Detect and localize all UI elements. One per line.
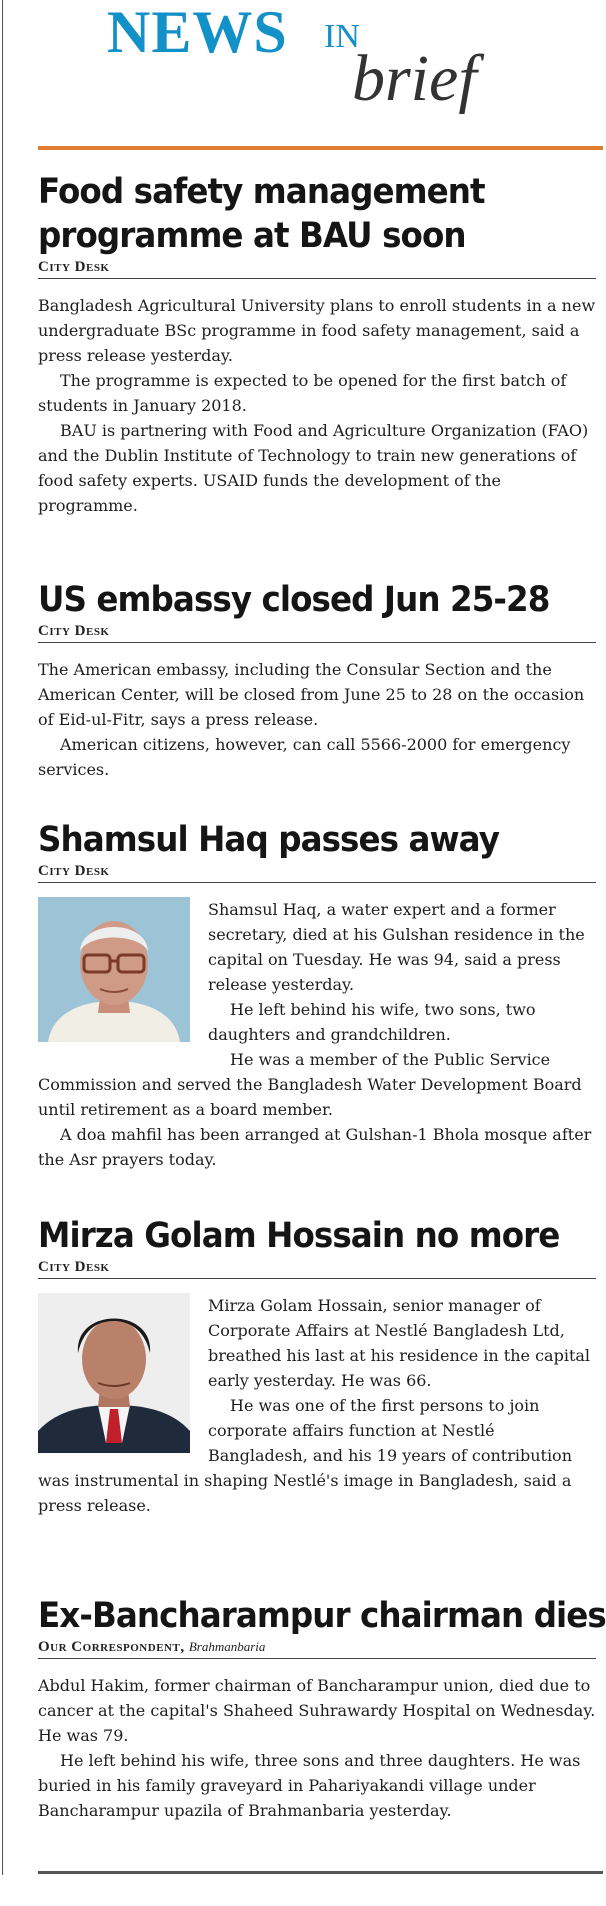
byline: City Desk bbox=[38, 862, 596, 883]
left-column-rule bbox=[2, 0, 3, 1875]
headline-line-1: Food safety management bbox=[38, 172, 485, 212]
article-body bbox=[38, 1293, 596, 1518]
masthead-divider bbox=[38, 146, 603, 150]
portrait-photo bbox=[38, 1293, 190, 1453]
headline: US embassy closed Jun 25-28 bbox=[38, 580, 550, 620]
article-mirza-golam-hossain bbox=[38, 1214, 596, 1518]
byline: City Desk bbox=[38, 1258, 596, 1279]
article-shamsul-haq bbox=[38, 818, 596, 1172]
byline: City Desk bbox=[38, 622, 596, 643]
paragraph: The American embassy, including the Consular Section and the American Center, will be closed from June 25 to 28 on the occasion of Eid-ul-Fitr, says a press release. bbox=[38, 660, 585, 729]
masthead-brief: brief bbox=[352, 42, 477, 115]
byline-author: Our Correspondent, bbox=[38, 1639, 185, 1655]
paragraph: He left behind his wife, three sons and three daughters. He was buried in his family graveyard in Pahariyakandi village under Bancharampur upazila of Brahmanbaria yesterday. bbox=[38, 1751, 581, 1820]
article-body bbox=[38, 293, 596, 518]
paragraph: Mirza Golam Hossain, senior manager of Corporate Affairs at Nestlé Bangladesh Ltd, breathed his last at his residence in the capital early yesterday. He was 66. bbox=[208, 1296, 591, 1390]
masthead-news: NEWS bbox=[107, 0, 288, 65]
headline: Ex-Bancharampur chairman dies bbox=[38, 1596, 606, 1636]
article-body bbox=[38, 1673, 596, 1823]
paragraph: He left behind his wife, two sons, two daughters and grandchildren. bbox=[208, 1000, 536, 1044]
paragraph: He was one of the first persons to join corporate affairs function at Nestlé Bangladesh, and his 19 years of contribution was instrumental in shaping Nestlé's image in Bangladesh, said a press release. bbox=[38, 1396, 572, 1515]
bottom-divider bbox=[38, 1871, 603, 1874]
paragraph: BAU is partnering with Food and Agriculture Organization (FAO) and the Dublin Institute of Technology to train new generations of food safety experts. USAID funds the development of the programme. bbox=[38, 421, 589, 515]
paragraph: Shamsul Haq, a water expert and a former secretary, died at his Gulshan residence in the capital on Tuesday. He was 94, said a press release yesterday. bbox=[208, 900, 585, 994]
headline: Shamsul Haq passes away bbox=[38, 820, 500, 860]
paragraph: The programme is expected to be opened for the first batch of students in January 2018. bbox=[38, 371, 567, 415]
byline: City Desk bbox=[38, 258, 596, 279]
headline-line-2: programme at BAU soon bbox=[38, 216, 466, 256]
paragraph: Abdul Hakim, former chairman of Bancharampur union, died due to cancer at the capital's Shaheed Suhrawardy Hospital on Wednesday. He was 79. bbox=[38, 1676, 596, 1745]
article-body bbox=[38, 897, 596, 1172]
news-in-brief-masthead bbox=[0, 0, 606, 150]
article-us-embassy bbox=[38, 578, 596, 782]
paragraph: Bangladesh Agricultural University plans to enroll students in a new undergraduate BSc programme in food safety management, said a press release yesterday. bbox=[38, 296, 596, 365]
byline bbox=[38, 1638, 596, 1659]
article-body bbox=[38, 657, 596, 782]
article-bancharampur-chairman bbox=[38, 1594, 606, 1823]
portrait-photo bbox=[38, 897, 190, 1042]
paragraph: He was a member of the Public Service Commission and served the Bangladesh Water Development Board until retirement as a board member. bbox=[38, 1050, 582, 1119]
paragraph: A doa mahfil has been arranged at Gulshan-1 Bhola mosque after the Asr prayers today. bbox=[38, 1125, 592, 1169]
paragraph: American citizens, however, can call 5566-2000 for emergency services. bbox=[38, 735, 571, 779]
headline: Mirza Golam Hossain no more bbox=[38, 1216, 560, 1256]
article-food-safety bbox=[38, 170, 596, 518]
masthead-in: IN bbox=[324, 18, 360, 55]
byline-location: Brahmanbaria bbox=[188, 1639, 266, 1654]
